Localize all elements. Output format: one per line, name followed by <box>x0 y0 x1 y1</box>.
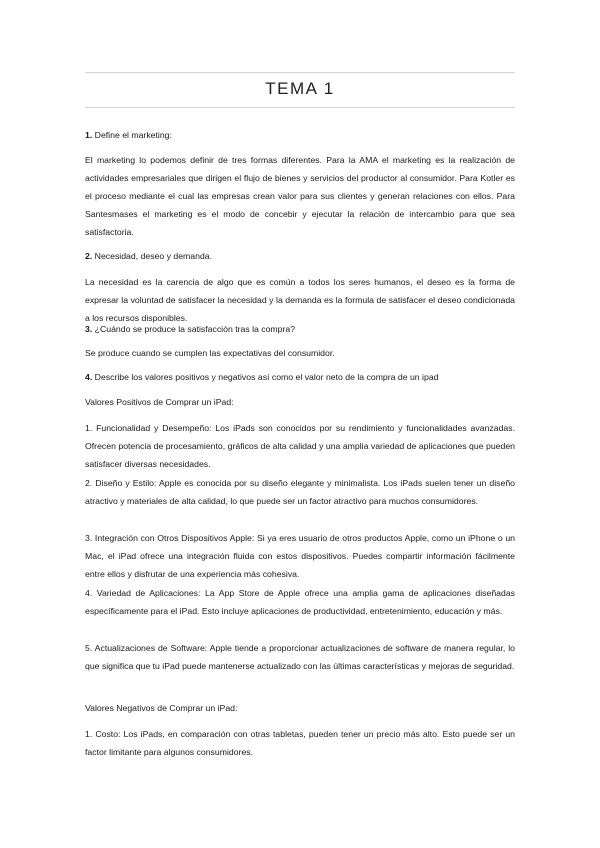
question-number: 1. <box>85 130 93 140</box>
negatives-heading: Valores Negativos de Comprar un iPad: <box>85 703 238 713</box>
positive-item: 4. Variedad de Aplicaciones: La App Store de Apple ofrece una amplia gama de aplicaciones diseñadas específicamente para el iPad. Esto incluye aplicaciones de productividad, entretenimiento, educación y más. <box>85 588 515 616</box>
question-number: 2. <box>85 251 93 261</box>
question-number: 4. <box>85 372 93 382</box>
answer-2: La necesidad es la carencia de algo que es común a todos los seres humanos, el deseo es la forma de expresar la voluntad de satisfacer la necesidad y la demanda es la formula de satisfacer el deseo condicionada a los recursos disponibles. <box>85 277 515 323</box>
positives-heading: Valores Positivos de Comprar un iPad: <box>85 397 234 407</box>
positive-item: 3. Integración con Otros Dispositivos Apple: Si ya eres usuario de otros productos Apple, como un iPhone o un Mac, el iPad ofrece una integración fluida con estos dispositivos. Puedes compartir información fácilmente entre ellos y disfrutar de una experiencia más cohesiva. <box>85 533 515 579</box>
page-title: TEMA 1 <box>265 79 335 98</box>
answer-1: El marketing lo podemos definir de tres formas diferentes. Para la AMA el marketing es la realización de actividades empresariales que dirigen el flujo de bienes y servicios del productor al consumidor. Para Kotler es el proceso mediante el cual las empresas crean valor para sus clientes y generan relaciones con ellos. Para Santesmases el marketing es el modo de concebir y ejecutar la relación de intercambio para que sea satisfactoria. <box>85 155 515 237</box>
answer-3: Se produce cuando se cumplen las expectativas del consumidor. <box>85 348 335 358</box>
question-text: Describe los valores positivos y negativos así como el valor neto de la compra de un ipad <box>92 372 439 382</box>
question-text: Define el marketing: <box>92 130 172 140</box>
question-text: Necesidad, deseo y demanda. <box>92 251 213 261</box>
title-top-rule <box>85 72 515 73</box>
question-number: 3. <box>85 324 93 334</box>
question-3 <box>85 320 515 338</box>
negative-item: 1. Costo: Los iPads, en comparación con otras tabletas, pueden tener un precio más alto. Esto puede ser un factor limitante para algunos consumidores. <box>85 729 515 757</box>
positive-item: 5. Actualizaciones de Software: Apple tiende a proporcionar actualizaciones de software de manera regular, lo que significa que tu iPad puede mantenerse actualizado con las últimas características y mejoras de seguridad. <box>85 643 515 671</box>
positive-item: 2. Diseño y Estilo: Apple es conocida por su diseño elegante y minimalista. Los iPads suelen tener un diseño atractivo y materiales de alta calidad, lo que puede ser un factor atractivo para muchos consumidores. <box>85 478 515 506</box>
question-2 <box>85 247 515 265</box>
question-1 <box>85 126 515 144</box>
question-text: ¿Cuándo se produce la satisfacción tras la compra? <box>92 324 296 334</box>
title-bottom-rule <box>85 107 515 108</box>
positive-item: 1. Funcionalidad y Desempeño: Los iPads son conocidos por su rendimiento y funcionalidades avanzadas. Ofrecen potencia de procesamiento, gráficos de alta calidad y una amplia variedad de aplicaciones que pueden satisfacer diversas necesidades. <box>85 423 515 469</box>
question-4 <box>85 368 515 386</box>
